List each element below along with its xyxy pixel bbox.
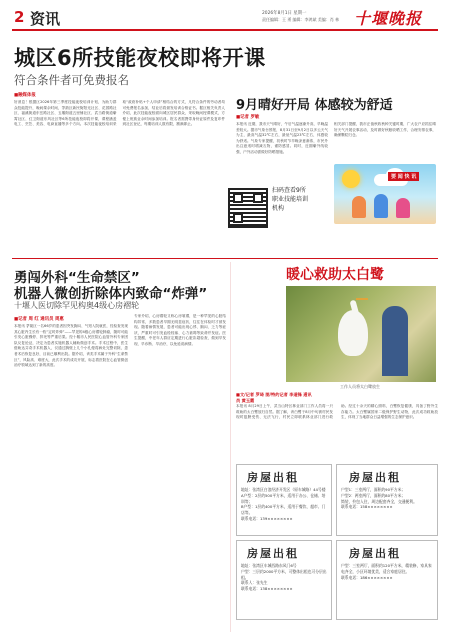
qr-label: 扫码查看9所职业技能培训机构 [272,187,309,212]
weather-illustration [334,164,436,224]
article2-body: 本报讯 近期，我市天气晴好，午后气温逐渐升高，早晚温差较大。据市气象台预报，8月31日至9月2日以多云天气为主，最高气温32℃左右，最低气温23℃左右，体感较为舒适。气象专家提醒，初秋时节早晚凉意渐浓，市民外出注意适时增减衣物，谨防感冒。同时，近期紫外线较强，户外活动需做好防晒措施。 [236,122,328,154]
article1-subtitle: 符合条件者可免费报名 [14,73,129,87]
article3-title-main: 勇闯外科“生命禁区” [14,270,140,286]
article1-title: 城区6所技能夜校即将开课 [14,46,266,70]
ad1-body: 地址：张湾区白浪经济开发区（原车城路）44号楼 A户型：2层约500平方米，适用于办公、仓储、培训等； B户型：1层约400平方米，适用于餐饮、超市、门店等。 联系电话：139×××××××× [241,487,326,521]
article1-tag [14,92,36,98]
editor-line: 责任编辑：王 勇 编辑：李鸿斌 美编：肖 林 [262,17,340,22]
ad1-title: 房屋出租 [247,471,299,484]
illustration-tag: 要 闻 快 讯 [388,172,419,181]
section-name: 资讯 [30,10,61,28]
ad-rental-3 [336,464,438,536]
article3-divider [230,262,231,632]
ad-rental-1 [236,464,332,536]
tag-marker: ■ [14,93,19,98]
mid-rule [12,258,438,259]
article1-reporter: 融媒体报 [18,93,36,98]
article3-subtitle: 十堰人医切除罕见构奥4级心房褶轮 [14,301,140,310]
date-line: 2026年8月1日 星期一 [262,11,307,16]
ad2-title: 房屋出租 [247,547,299,560]
page-header [0,0,450,32]
ad3-body: 户型1：三室两厅，面积约90平方米； 户型2：两室两厅，面积约80平方米； 简装，拎包入住，周边配套齐全，交通便利。 联系电话：158×××××××× [341,487,417,510]
ad3-title: 房屋出租 [349,471,401,484]
ad-rental-2 [236,540,332,620]
masthead-logo: 十堰晚报 [354,9,423,28]
ad4-title: 房屋出租 [349,547,401,560]
ad-rental-4 [336,540,438,620]
page-number: 2 [14,8,25,26]
article2-tag: ■记者 罗敏 [236,115,260,120]
header-rule [12,29,438,31]
article2-body2: 相关部门提醒，我市正值秋收秋种关键时期，广大农户应抓住晴好天气开展农事活动，及时做好秋粮收晒工作，合理安排农事，确保颗粒归仓。 [334,122,436,138]
article3-body: 本报讯 茅箭区一名66岁的患者因突发胸闷、气短入院就医，经检查发现其心脏内生长有一枚“定时炸弹”——罕见的4级心房褶轮肿瘤，随时可能引发心脏骤停、猝死等严重后果。经十堰市人民医院心血管外科专家团队反复论证，决定为患者实施机器人辅助微创手术。手术过程中，医生借助达芬奇手术机器人，仅通过胸壁上几个小孔便将病灶完整切除，患者术后恢复良好，目前已顺利出院。据介绍，该类手术属于外科“生命禁区”，风险高、难度大，此次手术的成功开展，标志着医院在心血管微创治疗领域达到了新的高度。 [14,324,128,368]
ad4-body: 户型：三室两厅，面积约120平方米，精装修，家具家电齐全，小区环境优美，适合家庭居住。 联系电话：186×××××××× [341,563,432,580]
egret-caption: 工作人员将太白鹭放生 [340,384,380,389]
article4-title: 暖心救助太白鹭 [286,267,384,283]
article4-body: 本报讯 8月29日上午，武当山特区林业部门工作人员将一只救助的太白鹭放归自然。据了解，该白鹭于8月中旬被村民发现时翅膀受伤、无法飞行，村民立即联系林业部门进行救助。经过十余天的精心照料，白鹭恢复健康，具备了野外生存能力。太白鹭属国家二级保护野生动物，此次成功救助放生，体现了当地群众日益增强的生态保护意识。 [236,404,438,420]
article3-body2: 专家介绍，心房褶轮又称心房皱褶，是一种罕见的心脏结构异常，多数患者早期无明显症状，往往在体检时才被发现。随着病情发展，患者可能出现心悸、胸闷、乏力等症状，严重时可引发血栓栓塞、心力衰竭等致命并发症。医生提醒，中老年人群应定期进行心脏彩超检查，做到早发现、早诊断、早治疗，以免延误病情。 [134,314,226,346]
article3-title-sub: 机器人微创折除体内致命“炸弹” [14,286,208,302]
article3-tag: ■记者 周 红 通讯员 周惠 [14,317,64,322]
ad2-body: 地址：张湾区车城西路东风门6号 户型：三层约2000平方米，可整体出租也可分层出租。 联系人：张先生 联系电话：138×××××××× [241,563,327,592]
article2-title: 9月晴好开局 体感较为舒适 [236,98,393,113]
egret-photo [286,286,436,382]
article4-tag: ■文/记者 罗琦 图/特约记者 李道锋 通讯员 黄玉霞 [236,392,312,403]
article1-body: 好消息！根据区2026年第三季度技能夜校培训计划，为助力群众技能提升，晚间课余时间，茅箭区新民街阳光社区、花园路社区、福溪街道东岳路社区、五堰街道五里铺社区、武当路街道紫霄社区、红卫街道东风社区等6所技能夜校即将开课，课程涵盖电工、烹饪、美容、电商直播等多个方向。本次技能夜校培训采取“政府补贴+个人申请”相结合的方式，凡符合条件的劳动者均可免费报名参加，结业后将颁发培训合格证书。据区相关负责人介绍，此次技能夜校面向城区居民群众，采取晚间授课模式，方便上班族业余时间参加培训。报名者需携带身份证原件及复印件到社区登记，每期培训人数有限，额满即止。 [14,100,225,127]
